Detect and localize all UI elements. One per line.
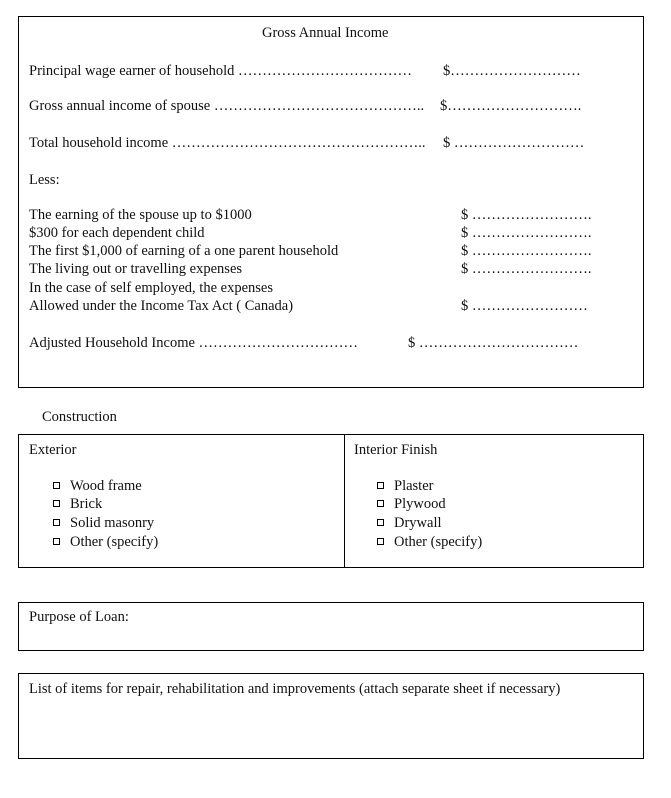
spouse-income-label: Gross annual income of spouse ……………………………………..: [29, 98, 425, 114]
purpose-of-loan-label: Purpose of Loan:: [29, 609, 129, 625]
deduction-amount[interactable]: $ …………………….: [461, 243, 592, 259]
interior-title: Interior Finish: [354, 442, 438, 458]
gross-income-title: Gross Annual Income: [262, 25, 389, 41]
exterior-option[interactable]: Other (specify): [53, 533, 158, 551]
deduction-label: The living out or travelling expenses: [29, 261, 243, 277]
principal-earner-label: Principal wage earner of household ………………………………: [29, 63, 412, 79]
interior-option[interactable]: Plaster: [377, 477, 433, 495]
checkbox-icon[interactable]: [53, 482, 60, 489]
deduction-label: The earning of the spouse up to $1000: [29, 207, 252, 223]
checkbox-icon[interactable]: [377, 482, 384, 489]
adjusted-income-label: Adjusted Household Income ……………………………: [29, 335, 359, 351]
checkbox-icon[interactable]: [53, 500, 60, 507]
self-employed-amount[interactable]: $ ……………………: [461, 298, 588, 314]
checkbox-icon[interactable]: [53, 538, 60, 545]
interior-option[interactable]: Plywood: [377, 495, 446, 513]
adjusted-income-amount[interactable]: $ ……………………………: [408, 335, 579, 351]
exterior-title: Exterior: [29, 442, 77, 458]
deduction-amount[interactable]: $ …………………….: [461, 261, 592, 277]
total-income-label: Total household income ……………………………………………..: [29, 135, 426, 151]
construction-heading: Construction: [42, 409, 117, 425]
checkbox-icon[interactable]: [377, 538, 384, 545]
construction-divider: [344, 434, 345, 568]
exterior-option[interactable]: Brick: [53, 495, 102, 513]
spouse-income-amount[interactable]: $……………………….: [440, 98, 582, 114]
self-employed-line1: In the case of self employed, the expenses: [29, 280, 273, 296]
deduction-amount[interactable]: $ …………………….: [461, 225, 592, 241]
checkbox-icon[interactable]: [377, 519, 384, 526]
interior-option[interactable]: Drywall: [377, 514, 442, 532]
repairs-list-label: List of items for repair, rehabilitation and improvements (attach separate sheet if necessary): [29, 681, 561, 697]
less-label: Less:: [29, 172, 60, 188]
exterior-option[interactable]: Wood frame: [53, 477, 142, 495]
self-employed-line2: Allowed under the Income Tax Act ( Canada): [29, 298, 294, 314]
deduction-amount[interactable]: $ …………………….: [461, 207, 592, 223]
checkbox-icon[interactable]: [53, 519, 60, 526]
principal-earner-amount[interactable]: $………………………: [443, 63, 581, 79]
deduction-label: $300 for each dependent child: [29, 225, 205, 241]
deduction-label: The first $1,000 of earning of a one parent household: [29, 243, 339, 259]
total-income-amount[interactable]: $ ………………………: [443, 135, 585, 151]
exterior-option[interactable]: Solid masonry: [53, 514, 154, 532]
checkbox-icon[interactable]: [377, 500, 384, 507]
interior-option[interactable]: Other (specify): [377, 533, 482, 551]
